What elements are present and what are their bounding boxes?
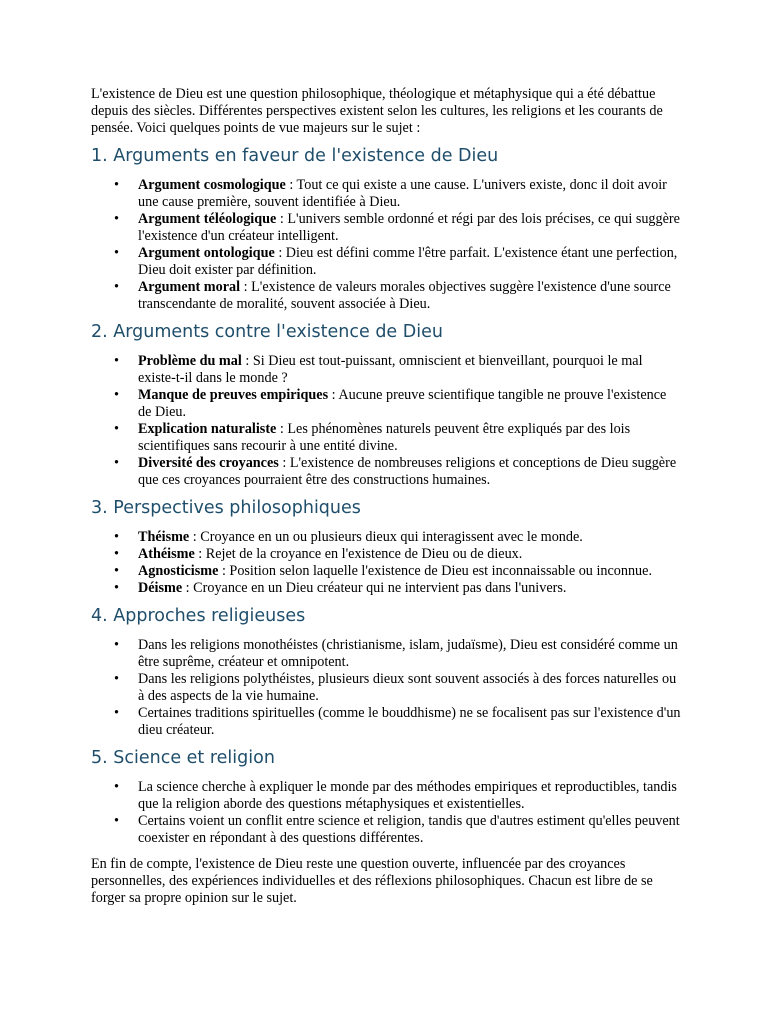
bullet-icon: • — [114, 546, 119, 562]
section-heading: 5. Science et religion — [91, 748, 275, 768]
bullet-icon: • — [114, 779, 119, 795]
bullet-list — [91, 353, 683, 489]
item-text: : Aucune preuve scientifique tangible ne prouve l'existence de Dieu. — [138, 387, 667, 420]
item-text: Certains voient un conflit entre science et religion, tandis que d'autres estiment qu'elles peuvent coexister en répondant à des questions différentes. — [138, 813, 680, 846]
section-heading: 1. Arguments en faveur de l'existence de Dieu — [91, 146, 499, 166]
list-item — [114, 353, 683, 387]
bullet-icon: • — [114, 245, 119, 261]
list-item — [114, 529, 683, 546]
intro-paragraph: L'existence de Dieu est une question philosophique, théologique et métaphysique qui a été débattue depuis des siècles. Différentes perspectives existent selon les cultures, les religions et les courants de pensée. Voici quelques points de vue majeurs sur le sujet : — [91, 86, 663, 136]
list-item — [114, 455, 683, 489]
list-item — [114, 705, 683, 739]
item-text: : Position selon laquelle l'existence de Dieu est inconnaissable ou inconnue. — [218, 563, 652, 579]
list-item — [114, 580, 683, 597]
item-text: : Croyance en un Dieu créateur qui ne intervient pas dans l'univers. — [182, 580, 567, 596]
list-item — [114, 279, 683, 313]
list-item — [114, 421, 683, 455]
list-item — [114, 813, 683, 847]
item-term: Athéisme — [138, 546, 195, 562]
item-text: Dans les religions polythéistes, plusieurs dieux sont souvent associés à des forces naturelles ou à des aspects de la vie humaine. — [138, 671, 677, 704]
list-item — [114, 779, 683, 813]
bullet-icon: • — [114, 279, 119, 295]
list-item — [114, 637, 683, 671]
bullet-icon: • — [114, 455, 119, 471]
sections-container — [91, 146, 683, 847]
section-heading: 2. Arguments contre l'existence de Dieu — [91, 322, 443, 342]
item-text: Certaines traditions spirituelles (comme le bouddhisme) ne se focalisent pas sur l'existence d'un dieu créateur. — [138, 705, 681, 738]
item-term: Argument ontologique — [138, 245, 275, 261]
bullet-list — [91, 529, 683, 597]
conclusion-paragraph: En fin de compte, l'existence de Dieu reste une question ouverte, influencée par des croyances personnelles, des expériences individuelles et des réflexions philosophiques. Chacun est libre de se forger sa propre opinion sur le sujet. — [91, 856, 653, 906]
item-term: Explication naturaliste — [138, 421, 277, 437]
bullet-icon: • — [114, 580, 119, 596]
list-item — [114, 211, 683, 245]
item-term: Argument moral — [138, 279, 241, 295]
item-term: Théisme — [138, 529, 190, 545]
bullet-icon: • — [114, 387, 119, 403]
bullet-icon: • — [114, 563, 119, 579]
bullet-icon: • — [114, 813, 119, 829]
item-text: : Tout ce qui existe a une cause. L'univers existe, donc il doit avoir une cause première, souvent identifiée à Dieu. — [138, 177, 667, 210]
item-text: : Dieu est défini comme l'être parfait. L'existence étant une perfection, Dieu doit exister par définition. — [138, 245, 678, 278]
item-term: Agnosticisme — [138, 563, 219, 579]
section-heading: 4. Approches religieuses — [91, 606, 306, 626]
item-text: Dans les religions monothéistes (christianisme, islam, judaïsme), Dieu est considéré comme un être suprême, créateur et omnipotent. — [138, 637, 678, 670]
list-item — [114, 563, 683, 580]
list-item — [114, 546, 683, 563]
list-item — [114, 177, 683, 211]
bullet-icon: • — [114, 529, 119, 545]
item-text: : Croyance en un ou plusieurs dieux qui interagissent avec le monde. — [189, 529, 583, 545]
document-body — [91, 86, 683, 907]
bullet-list — [91, 779, 683, 847]
item-term: Manque de preuves empiriques — [138, 387, 329, 403]
bullet-icon: • — [114, 671, 119, 687]
item-text: : L'existence de nombreuses religions et conceptions de Dieu suggère que ces croyances pourraient être des constructions humaines. — [138, 455, 677, 488]
bullet-icon: • — [114, 353, 119, 369]
item-term: Problème du mal — [138, 353, 242, 369]
item-term: Diversité des croyances — [138, 455, 279, 471]
bullet-icon: • — [114, 177, 119, 193]
list-item — [114, 671, 683, 705]
list-item — [114, 387, 683, 421]
item-text: : L'existence de valeurs morales objectives suggère l'existence d'une source transcendante de moralité, souvent associée à Dieu. — [138, 279, 671, 312]
item-text: : Rejet de la croyance en l'existence de Dieu ou de dieux. — [194, 546, 523, 562]
item-term: Argument cosmologique — [138, 177, 286, 193]
item-text: La science cherche à expliquer le monde par des méthodes empiriques et reproductibles, tandis que la religion aborde des questions métaphysiques et existentielles. — [138, 779, 677, 812]
item-text: : Si Dieu est tout-puissant, omniscient et bienveillant, pourquoi le mal existe-t-il dans le monde ? — [138, 353, 643, 386]
list-item — [114, 245, 683, 279]
item-term: Déisme — [138, 580, 183, 596]
bullet-icon: • — [114, 637, 119, 653]
bullet-icon: • — [114, 211, 119, 227]
bullet-icon: • — [114, 705, 119, 721]
item-term: Argument téléologique — [138, 211, 277, 227]
item-text: : L'univers semble ordonné et régi par des lois précises, ce qui suggère l'existence d'un créateur intelligent. — [138, 211, 680, 244]
bullet-list — [91, 637, 683, 739]
section-heading: 3. Perspectives philosophiques — [91, 498, 361, 518]
item-text: : Les phénomènes naturels peuvent être expliqués par des lois scientifiques sans recourir à une entité divine. — [138, 421, 631, 454]
bullet-list — [91, 177, 683, 313]
bullet-icon: • — [114, 421, 119, 437]
